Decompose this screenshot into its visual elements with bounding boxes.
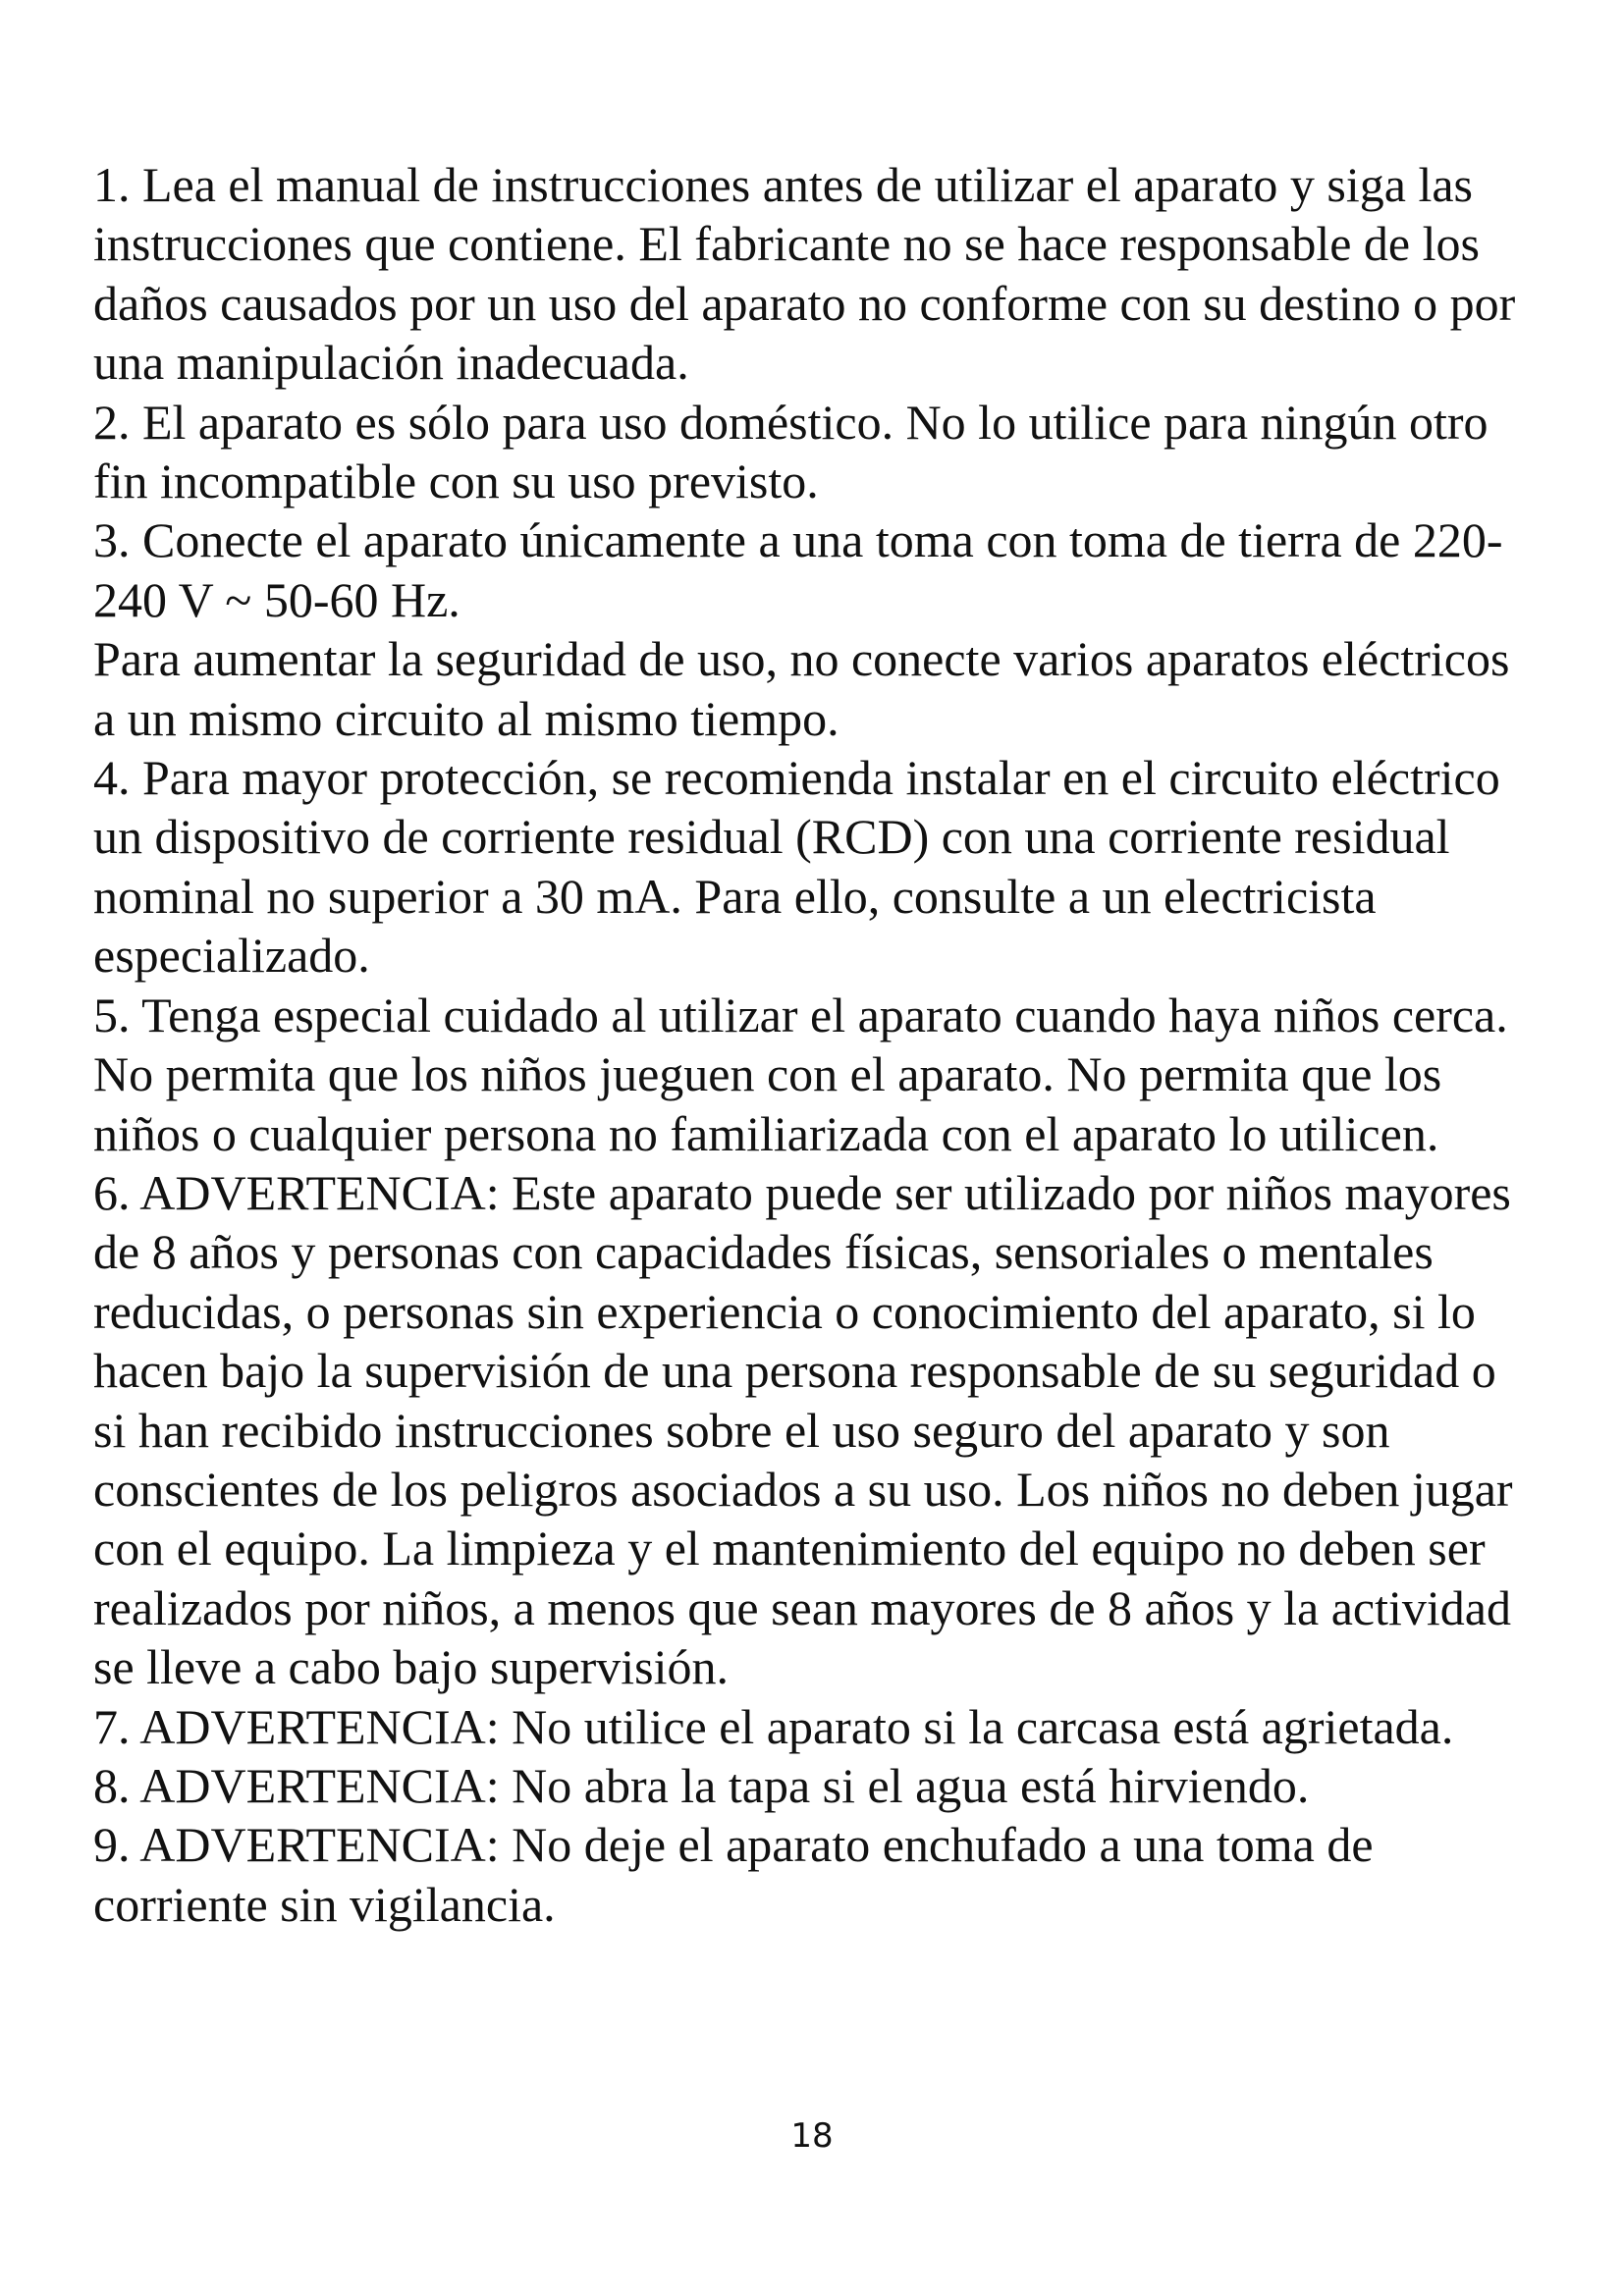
instruction-item-8: 8. ADVERTENCIA: No abra la tapa si el agua está hirviendo. — [93, 1757, 1310, 1813]
instruction-item-3-note: Para aumentar la seguridad de uso, no conecte varios aparatos eléctricos a un mismo circuito al mismo tiempo. — [93, 631, 1510, 746]
instruction-item-9: 9. ADVERTENCIA: No deje el aparato enchufado a una toma de corriente sin vigilancia. — [93, 1817, 1374, 1932]
instructions-body — [93, 155, 1537, 1934]
instruction-item-1: 1. Lea el manual de instrucciones antes de utilizar el aparato y siga las instrucciones que contiene. El fabricante no se hace responsable de los daños causados por un uso del aparato no conforme con su destino o por una manipulación inadecuada. — [93, 157, 1516, 391]
instruction-item-3: 3. Conecte el aparato únicamente a una toma con toma de tierra de 220-240 V ~ 50-60 Hz. — [93, 512, 1503, 627]
instruction-item-4: 4. Para mayor protección, se recomienda instalar en el circuito eléctrico un dispositivo de corriente residual (RCD) con una corriente residual nominal no superior a 30 mA. Para ello, consulte a un electricista especializado. — [93, 750, 1500, 984]
page-number: 18 — [790, 2116, 834, 2156]
instruction-item-5: 5. Tenga especial cuidado al utilizar el aparato cuando haya niños cerca. No permita que los niños jueguen con el aparato. No permita que los niños o cualquier persona no familiarizada con el aparato lo utilicen. — [93, 987, 1508, 1161]
instruction-item-2: 2. El aparato es sólo para uso doméstico. No lo utilice para ningún otro fin incompatible con su uso previsto. — [93, 394, 1489, 509]
instruction-item-6: 6. ADVERTENCIA: Este aparato puede ser utilizado por niños mayores de 8 años y personas con capacidades físicas, sensoriales o mentales reducidas, o personas sin experiencia o conocimiento del aparato, si lo hacen bajo la supervisión de una persona responsable de su seguridad o si han recibido instrucciones sobre el uso seguro del aparato y son conscientes de los peligros asociados a su uso. Los niños no deben jugar con el equipo. La limpieza y el mantenimiento del equipo no deben ser realizados por niños, a menos que sean mayores de 8 años y la actividad se lleve a cabo bajo supervisión. — [93, 1164, 1513, 1695]
instruction-item-7: 7. ADVERTENCIA: No utilice el aparato si la carcasa está agrietada. — [93, 1698, 1454, 1754]
